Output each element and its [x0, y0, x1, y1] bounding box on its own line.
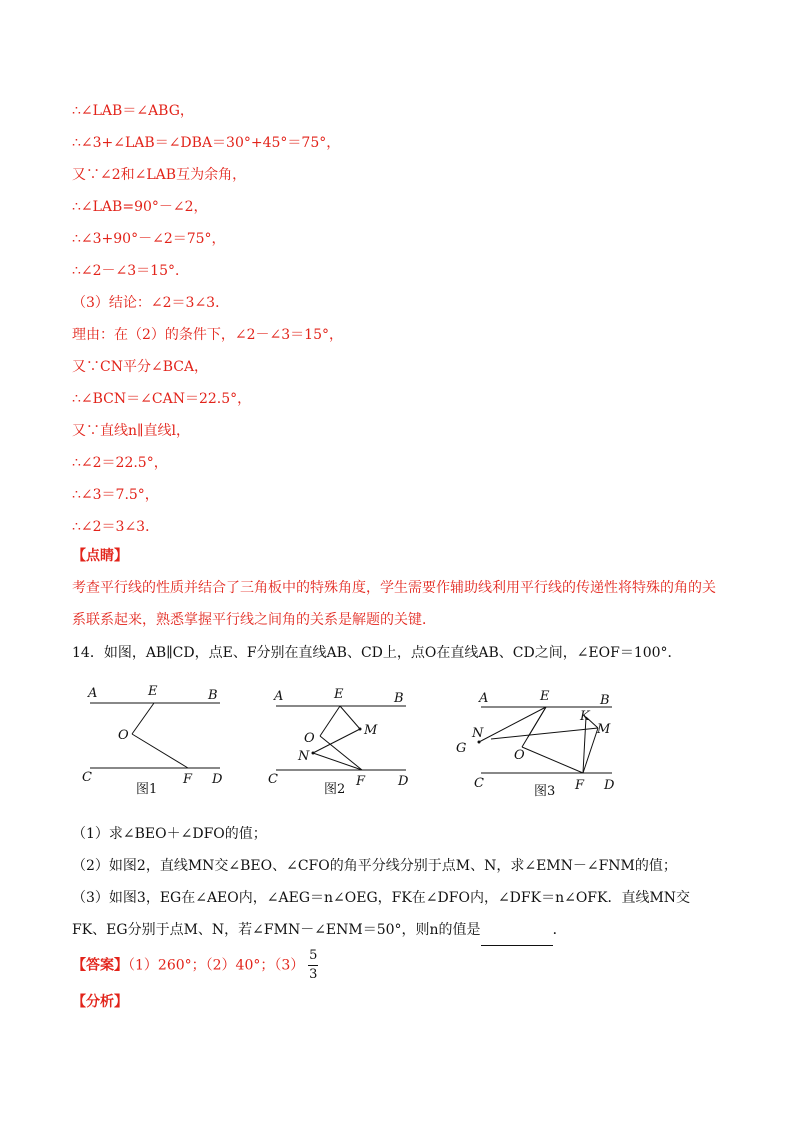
- fig3-caption: 图3: [534, 784, 556, 799]
- analysis-label: 【分析】: [72, 994, 128, 1010]
- answer-text: （1）260°；（2）40°；（3）: [128, 957, 305, 974]
- fig3-label-k: K: [580, 709, 590, 724]
- fig2-label-f: F: [356, 774, 366, 789]
- fig1-label-o: O: [118, 728, 129, 743]
- fig3-label-m: M: [597, 722, 611, 737]
- question-stem: 14．如图，AB∥CD，点E、F分别在直线AB、CD上，点O在直线AB、CD之间，∠EOF＝100°．: [72, 645, 682, 661]
- solution-line: 又∵∠2和∠LAB互为余角，: [72, 167, 247, 183]
- solution-line: ∴∠3+90°－∠2＝75°，: [72, 231, 226, 247]
- fig1-label-c: C: [82, 770, 92, 785]
- figure-2: [268, 687, 409, 797]
- fig2-label-o: O: [304, 731, 315, 746]
- fig1-label-f: F: [183, 772, 193, 787]
- question-part-2: （2）如图2，直线MN交∠BEO、∠CFO的角平分线分别于点M、N，求∠EMN－∠FNM的值；: [72, 858, 677, 874]
- fig2-label-n: N: [298, 749, 310, 764]
- solution-line: ∴∠3+∠LAB＝∠DBA＝30°+45°＝75°，: [72, 135, 341, 151]
- question-part-3-end: ．: [552, 922, 567, 938]
- answer-blank[interactable]: [481, 929, 553, 946]
- comment-label: 【点睛】: [72, 548, 128, 564]
- solution-line: ∴∠LAB＝∠ABG，: [72, 103, 194, 119]
- fig1-label-e: E: [148, 684, 158, 699]
- geometry-figures: [0, 675, 793, 805]
- fig2-label-b: B: [394, 691, 404, 706]
- answer-fraction: [308, 948, 318, 983]
- fig2-caption: 图2: [324, 782, 346, 797]
- fig3-label-e: E: [540, 689, 550, 704]
- solution-line: ∴∠3＝7.5°，: [72, 487, 159, 503]
- figure-1: [82, 684, 223, 797]
- fig1-label-a: A: [88, 686, 98, 701]
- fig3-label-c: C: [474, 776, 484, 791]
- fig3-label-n: N: [472, 726, 484, 741]
- fig3-label-f: F: [575, 778, 585, 793]
- fig2-label-m: M: [364, 723, 378, 738]
- question-part-1: （1）求∠BEO＋∠DFO的值；: [72, 826, 267, 842]
- fig2-label-d: D: [398, 774, 409, 789]
- solution-line: 又∵CN平分∠BCA，: [72, 359, 209, 375]
- solution-line: ∴∠2＝3∠3．: [72, 519, 160, 535]
- solution-line: ∴∠LAB=90°－∠2，: [72, 199, 208, 215]
- fig3-label-o: O: [514, 748, 525, 763]
- fig3-label-b: B: [600, 693, 610, 708]
- solution-line: （3）结论：∠2＝3∠3．: [72, 295, 230, 311]
- comment-text: 考查平行线的性质并结合了三角板中的特殊角度，学生需要作辅助线利用平行线的传递性将特殊的角的关系联系起来，熟悉掌握平行线之间角的关系是解题的关键．: [72, 580, 716, 628]
- solution-line: ∴∠2－∠3＝15°．: [72, 263, 189, 279]
- fig1-label-b: B: [208, 688, 218, 703]
- solution-line: 理由：在（2）的条件下，∠2－∠3＝15°，: [72, 327, 343, 343]
- fraction-numerator: 5: [309, 948, 318, 963]
- answer-label: 【答案】: [72, 957, 128, 974]
- fig1-label-d: D: [212, 772, 223, 787]
- fig1-caption: 图1: [136, 782, 158, 797]
- question-part-3: [72, 882, 722, 946]
- solution-line: ∴∠2＝22.5°，: [72, 455, 168, 471]
- solution-line: 又∵直线n∥直线l，: [72, 423, 190, 439]
- fig2-label-c: C: [268, 772, 278, 787]
- fig2-label-e: E: [334, 687, 344, 702]
- solution-line: ∴∠BCN＝∠CAN＝22.5°，: [72, 391, 252, 407]
- fig3-label-a: A: [479, 691, 489, 706]
- fraction-bar: [308, 965, 318, 966]
- answer-line: [72, 948, 318, 983]
- fig3-label-g: G: [456, 741, 467, 756]
- fig3-label-d: D: [604, 778, 615, 793]
- fig2-label-a: A: [274, 689, 284, 704]
- figure-3: [456, 689, 615, 799]
- fraction-denominator: 3: [309, 967, 318, 982]
- question-part-3-text: （3）如图3，EG在∠AEO内，∠AEG＝n∠OEG，FK在∠DFO内，∠DFK＝n∠OFK．直线MN交FK、EG分别于点M、N，若∠FMN－∠ENM＝50°，则n的值是: [72, 890, 691, 938]
